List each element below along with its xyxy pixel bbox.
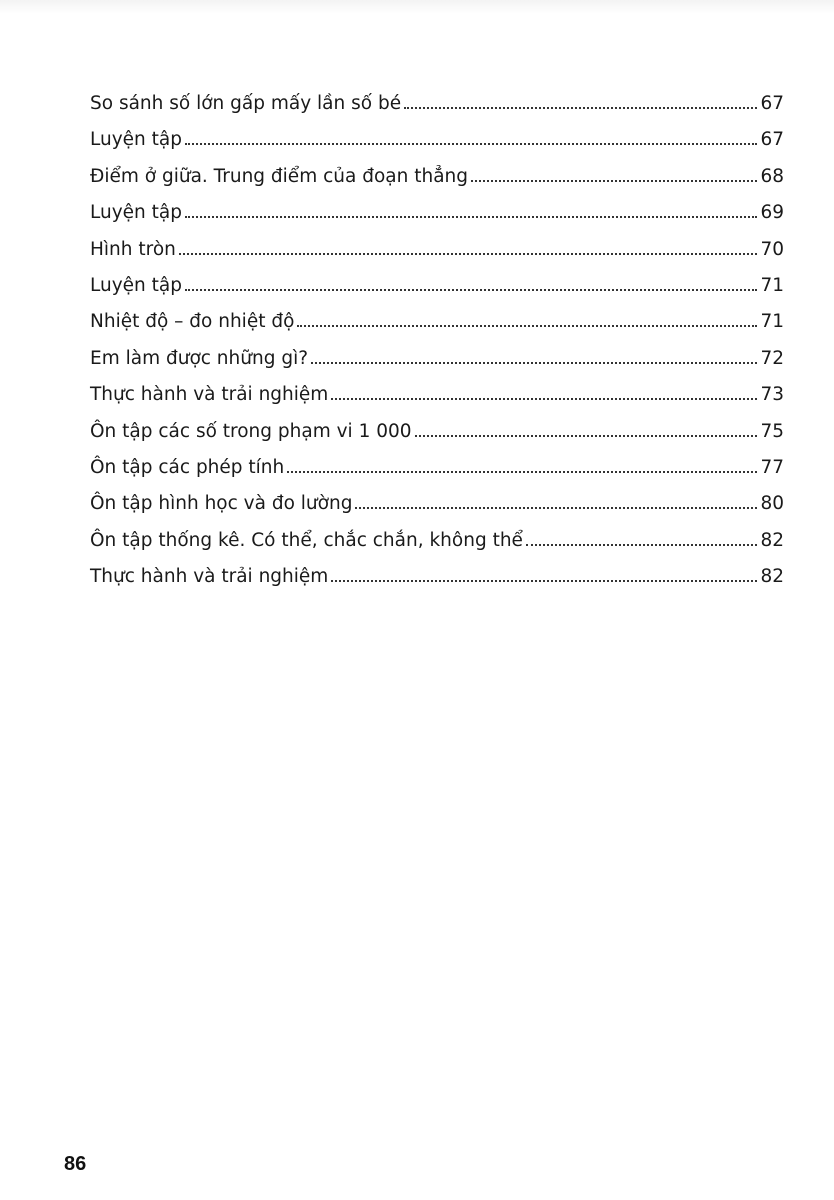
toc-entry-page: 67 xyxy=(760,129,784,151)
toc-entry[interactable] xyxy=(90,304,784,340)
dot-leader xyxy=(185,216,757,218)
toc-entry-page: 82 xyxy=(760,529,784,551)
toc-entry-page: 80 xyxy=(760,493,784,515)
toc-entry[interactable] xyxy=(90,159,784,195)
toc-entry-title: Luyện tập xyxy=(90,274,182,296)
toc-entry[interactable] xyxy=(90,377,784,413)
toc-entry-title: Thực hành và trải nghiệm xyxy=(90,566,329,588)
table-of-contents xyxy=(90,86,784,595)
toc-entry[interactable] xyxy=(90,414,784,450)
toc-entry-title: Em làm được những gì? xyxy=(90,347,309,369)
dot-leader xyxy=(287,471,757,473)
toc-entry-title: Ôn tập hình học và đo lường xyxy=(90,493,353,515)
toc-entry[interactable] xyxy=(90,122,784,158)
toc-entry-title: So sánh số lớn gấp mấy lần số bé xyxy=(90,93,402,114)
dot-leader xyxy=(331,580,757,582)
toc-entry-title: Ôn tập các số trong phạm vi 1 000 xyxy=(90,420,412,442)
toc-entry-title: Điểm ở giữa. Trung điểm của đoạn thẳng xyxy=(90,165,468,187)
toc-entry[interactable] xyxy=(90,559,784,595)
toc-entry[interactable] xyxy=(90,450,784,486)
page-number: 86 xyxy=(64,1153,87,1175)
toc-entry[interactable] xyxy=(90,523,784,559)
toc-entry-page: 69 xyxy=(760,202,784,224)
toc-entry-title: Ôn tập các phép tính xyxy=(90,456,285,478)
toc-entry-page: 70 xyxy=(760,238,784,260)
dot-leader xyxy=(404,107,757,109)
toc-entry-title: Thực hành và trải nghiệm xyxy=(90,384,329,406)
dot-leader xyxy=(331,398,757,400)
toc-entry-page: 75 xyxy=(760,420,784,442)
toc-entry-page: 67 xyxy=(760,93,784,114)
toc-entry[interactable] xyxy=(90,195,784,231)
dot-leader xyxy=(415,435,758,437)
dot-leader xyxy=(355,507,757,509)
toc-entry-title: Luyện tập xyxy=(90,129,182,151)
dot-leader xyxy=(185,143,757,145)
toc-entry-page: 77 xyxy=(760,456,784,478)
toc-entry[interactable] xyxy=(90,341,784,377)
toc-entry[interactable] xyxy=(90,232,784,268)
toc-entry[interactable] xyxy=(90,268,784,304)
toc-entry-page: 82 xyxy=(760,566,784,588)
toc-entry-page: 73 xyxy=(760,384,784,406)
dot-leader xyxy=(471,180,757,182)
toc-entry-page: 71 xyxy=(760,274,784,296)
toc-entry-title: Hình tròn xyxy=(90,238,176,260)
dot-leader xyxy=(297,325,757,327)
dot-leader xyxy=(526,544,758,546)
toc-entry-title: Luyện tập xyxy=(90,202,182,224)
dot-leader xyxy=(179,253,758,255)
toc-entry[interactable] xyxy=(90,86,784,122)
toc-entry-title: Ôn tập thống kê. Có thể, chắc chắn, không thể xyxy=(90,529,523,551)
toc-entry[interactable] xyxy=(90,486,784,522)
toc-entry-page: 71 xyxy=(760,311,784,333)
toc-entry-page: 72 xyxy=(760,347,784,369)
page-top-edge xyxy=(0,0,834,14)
toc-entry-page: 68 xyxy=(760,165,784,187)
dot-leader xyxy=(185,289,757,291)
toc-entry-title: Nhiệt độ – đo nhiệt độ xyxy=(90,311,295,333)
dot-leader xyxy=(311,362,757,364)
